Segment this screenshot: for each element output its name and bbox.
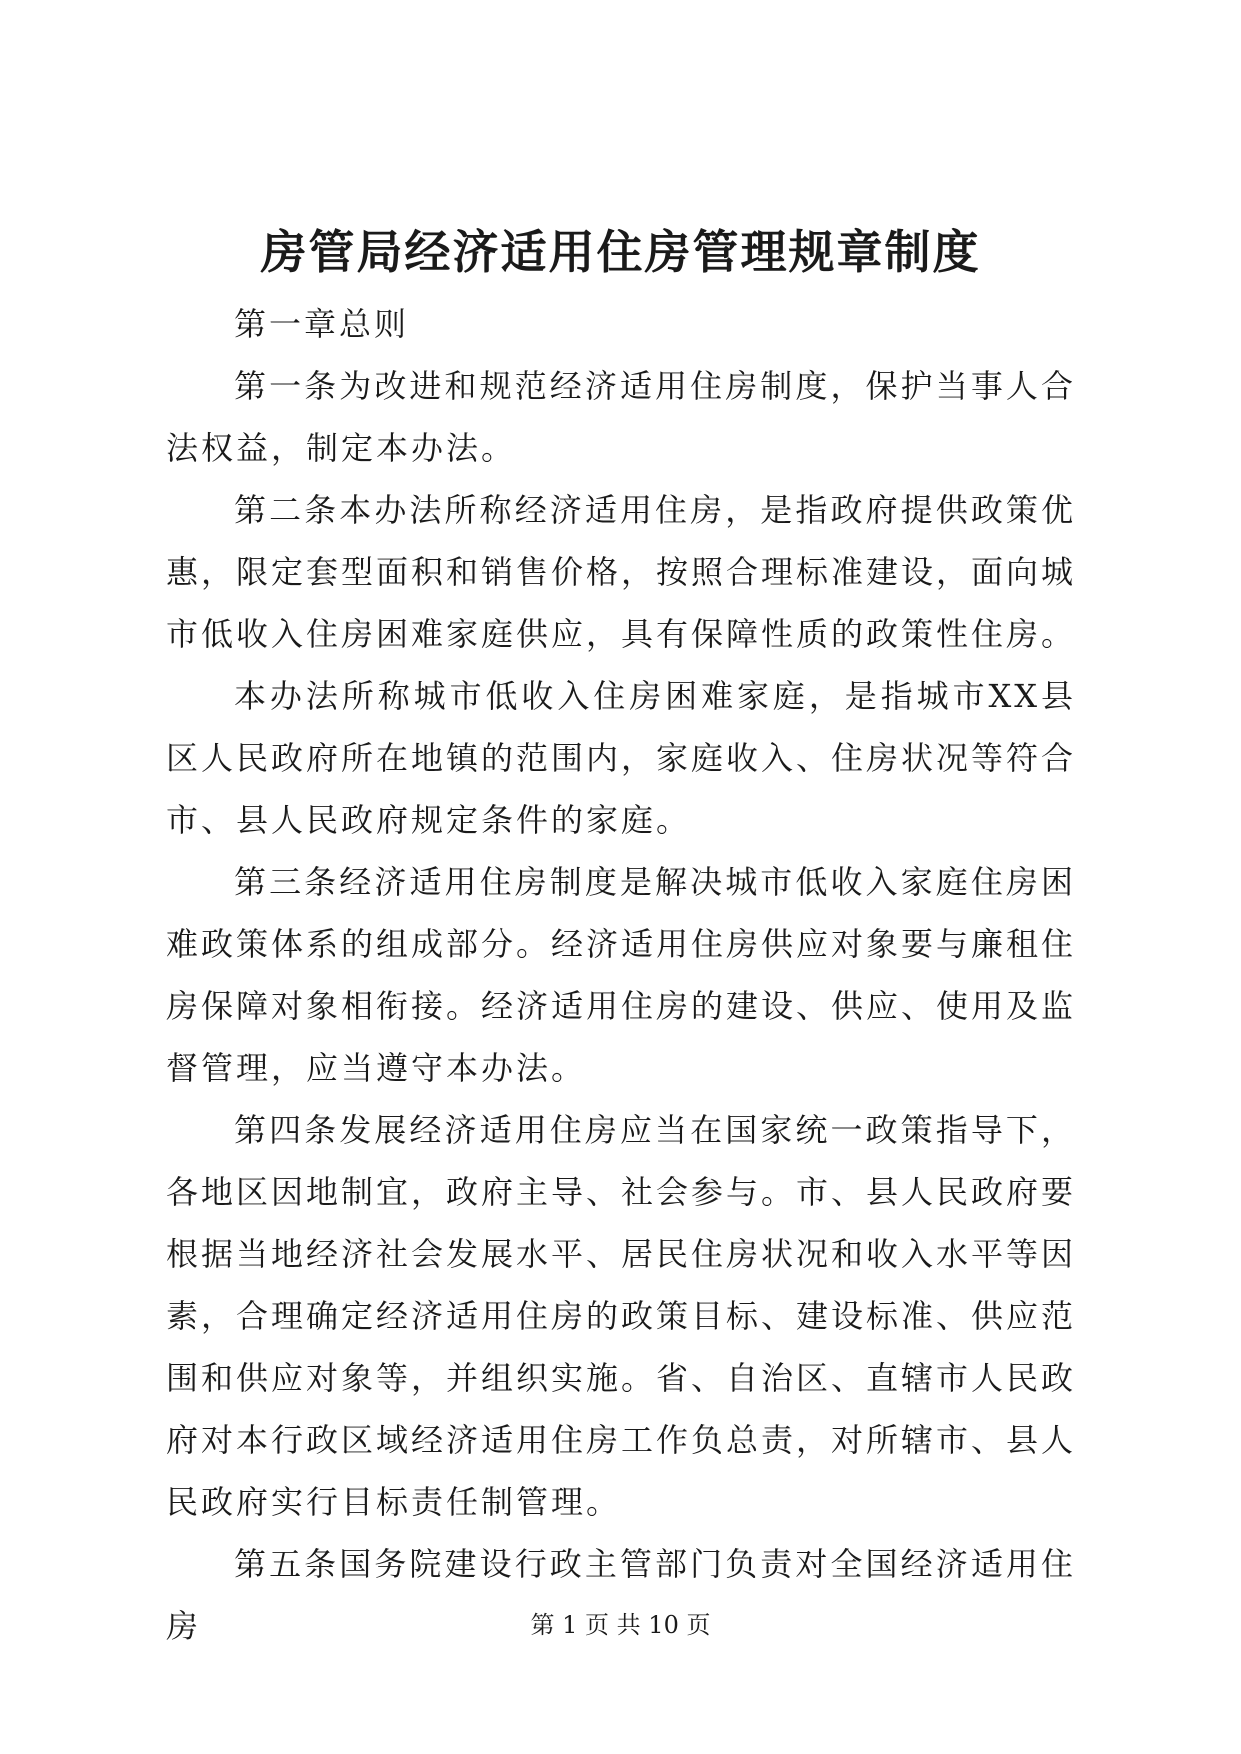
article-paragraph: 第四条发展经济适用住房应当在国家统一政策指导下，各地区因地制宜，政府主导、社会参与。市、县人民政府要根据当地经济社会发展水平、居民住房状况和收入水平等因素，合理确定经济适用住房的政策目标、建设标准、供应范围和供应对象等，并组织实施。省、自治区、直辖市人民政府对本行政区域经济适用住房工作负总责，对所辖市、县人民政府实行目标责任制管理。 bbox=[166, 1111, 1077, 1521]
article-paragraph: 第一条为改进和规范经济适用住房制度，保护当事人合法权益，制定本办法。 bbox=[166, 367, 1076, 467]
document-title: 房管局经济适用住房管理规章制度 bbox=[260, 225, 981, 279]
article-paragraph: 本办法所称城市低收入住房困难家庭，是指城市XX县区人民政府所在地镇的范围内，家庭收入、住房状况等符合市、县人民政府规定条件的家庭。 bbox=[166, 677, 1077, 839]
chapter-heading: 第一章总则 bbox=[234, 305, 410, 343]
page-footer: 第 1 页 共 10 页 bbox=[530, 1611, 711, 1639]
article-paragraph: 第三条经济适用住房制度是解决城市低收入家庭住房困难政策体系的组成部分。经济适用住房供应对象要与廉租住房保障对象相衔接。经济适用住房的建设、供应、使用及监督管理，应当遵守本办法。 bbox=[166, 863, 1077, 1087]
article-paragraph: 第五条国务院建设行政主管部门负责对全国经济适用住房 bbox=[166, 1545, 1076, 1645]
document-body bbox=[166, 293, 1076, 1657]
article-paragraph: 第二条本办法所称经济适用住房，是指政府提供政策优惠，限定套型面积和销售价格，按照合理标准建设，面向城市低收入住房困难家庭供应，具有保障性质的政策性住房。 bbox=[166, 491, 1077, 653]
